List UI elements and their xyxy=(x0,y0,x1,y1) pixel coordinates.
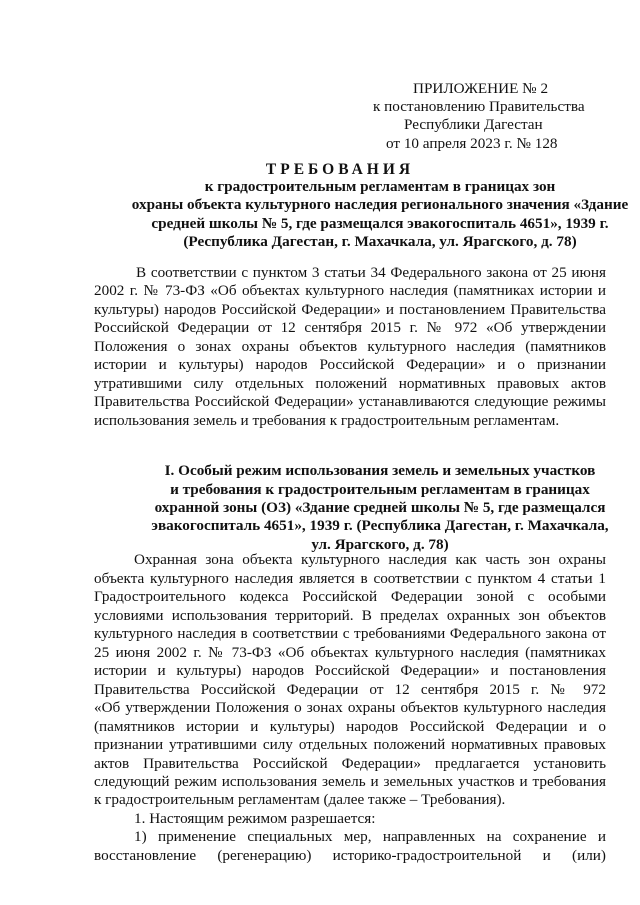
body-line: признании утратившими силу отдельных положений нормативных правовых xyxy=(94,736,606,753)
title-line: средней школы № 5, где размещался эвакогоспиталь 4651», 1939 г. xyxy=(151,215,609,232)
body-line: «Об утверждении Положения о зонах охраны объектов культурного наследия xyxy=(94,699,606,716)
list-item-1-1-cont: восстановление (регенерацию) историко-градостроительной и (или) xyxy=(94,847,606,864)
intro-line: утратившими силу отдельных положений нормативных правовых актов xyxy=(94,375,606,392)
document-heading: ТРЕБОВАНИЯ xyxy=(265,161,415,178)
appendix-decree: к постановлению Правительства xyxy=(373,98,585,115)
intro-line: культуры) народов Российской Федерации» и постановлением Правительства xyxy=(94,301,606,318)
appendix-region: Республики Дагестан xyxy=(404,116,543,133)
body-line: 25 июня 2002 г. № 73-ФЗ «Об объектах культурного наследия (памятниках xyxy=(94,644,606,661)
appendix-date: от 10 апреля 2023 г. № 128 xyxy=(386,135,558,152)
intro-line: использования земель и требования к градостроительным регламентам. xyxy=(94,412,560,429)
appendix-title: ПРИЛОЖЕНИЕ № 2 xyxy=(413,80,549,97)
list-item-1: 1. Настоящим режимом разрешается: xyxy=(134,810,376,827)
body-line: Охранная зона объекта культурного наследия как часть зон охраны xyxy=(134,551,606,568)
section-heading: эвакогоспиталь 4651», 1939 г. (Республика Дагестан, г. Махачкала, xyxy=(151,517,609,534)
body-line: объекта культурного наследия является в соответствии с пунктом 4 статьи 1 xyxy=(94,570,606,587)
body-line: Градостроительного кодекса Российской Федерации зоной с особыми xyxy=(94,588,606,605)
intro-line: 2002 г. № 73-ФЗ «Об объектах культурного наследия (памятниках истории и xyxy=(94,282,606,299)
section-heading: I. Особый режим использования земель и земельных участков xyxy=(164,462,596,479)
list-item-1-1: 1) применение специальных мер, направленных на сохранение и xyxy=(134,828,606,845)
intro-line: В соответствии с пунктом 3 статьи 34 Федерального закона от 25 июня xyxy=(136,264,606,281)
intro-line: истории и культуры) народов Российской Федерации» и о признании xyxy=(94,356,606,373)
body-line: культурного наследия в соответствии с требованиями Федерального закона от xyxy=(94,625,606,642)
body-line: истории и культуры) народов Российской Федерации» и постановления xyxy=(94,662,606,679)
intro-line: Правительства Российской Федерации» устанавливаются следующие режимы xyxy=(94,393,606,410)
body-line: (памятников истории и культуры) народов Российской Федерации и о xyxy=(94,718,606,735)
intro-line: Положения о зонах охраны объектов культурного наследия (памятников xyxy=(94,338,606,355)
intro-line: Российской Федерации от 12 сентября 2015 г. № 972 «Об утверждении xyxy=(94,319,606,336)
body-line: к градостроительным регламентам (далее также – Требования). xyxy=(94,791,506,808)
title-line: охраны объекта культурного наследия регионального значения «Здание xyxy=(131,196,629,213)
body-line: Правительства Российской Федерации от 12 сентября 2015 г. № 972 xyxy=(94,681,606,698)
body-line: условиями использования территорий. В пределах охранных зон объектов xyxy=(94,607,606,624)
title-line: (Республика Дагестан, г. Махачкала, ул. Ярагского, д. 78) xyxy=(183,233,577,250)
body-line: актов Правительства Российской Федерации» предлагается установить xyxy=(94,755,606,772)
section-heading: охранной зоны (ОЗ) «Здание средней школы № 5, где размещался xyxy=(154,499,606,516)
section-heading: и требования к градостроительным регламентам в границах xyxy=(170,481,590,498)
section-heading: ул. Ярагского, д. 78) xyxy=(311,536,449,553)
body-line: следующий режим использования земель и земельных участков и требования xyxy=(94,773,606,790)
title-line: к градостроительным регламентам в границах зон xyxy=(204,178,556,195)
